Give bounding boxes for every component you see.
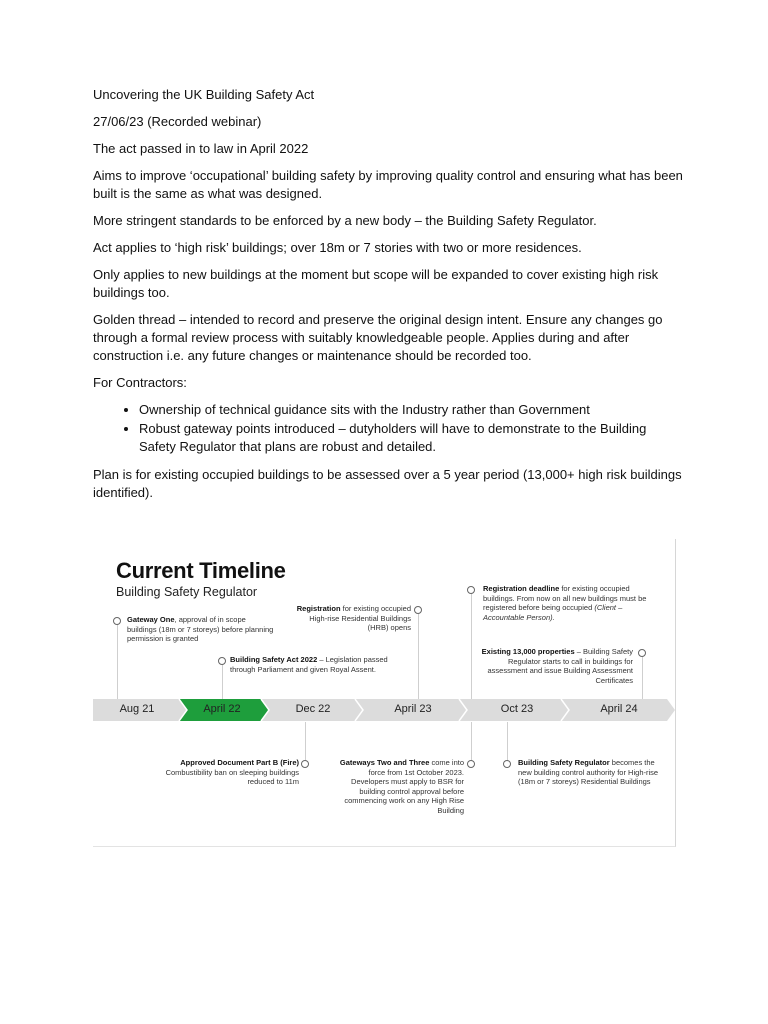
part-b-marker [301, 760, 309, 768]
event-registration: Registration for existing occupied High-rise Residential Buildings (HRB) opens [296, 604, 411, 633]
connector-line [642, 656, 643, 702]
list-item: • Ownership of technical guidance sits with the Industry rather than Government [139, 401, 683, 419]
document-body [93, 86, 683, 511]
event-existing-properties: Existing 13,000 properties – Building Safety Regulator starts to call in buildings for assessment and issue Building Assessment Certificates [481, 647, 633, 685]
paragraph-scope: Only applies to new buildings at the moment but scope will be expanded to cover existing high risk buildings too. [93, 267, 659, 300]
connector-line [222, 664, 223, 702]
event-approved-document-part-b: Approved Document Part B (Fire) Combustibility ban on sleeping buildings reduced to 11m [165, 758, 299, 787]
paragraph-law: The act passed in to law in April 2022 [93, 141, 309, 156]
connector-line [471, 722, 472, 764]
paragraph-standards: More stringent standards to be enforced by a new body – the Building Safety Regulator. [93, 213, 597, 228]
list-item: • Robust gateway points introduced – dutyholders will have to demonstrate to the Building Safety Regulator that plans are robust and detailed. [139, 420, 683, 456]
period-label-april-23: April 23 [394, 703, 432, 715]
timeline-subtitle: Building Safety Regulator [116, 585, 258, 599]
event-registration-deadline: Registration deadline for existing occupied buildings. From now on all new buildings must be registered before being occupied (Client – Accountable Person). [483, 584, 647, 622]
paragraph-plan: Plan is for existing occupied buildings to be assessed over a 5 year period (13,000+ high risk buildings identified). [93, 467, 682, 500]
contractors-list [93, 401, 683, 456]
paragraph-golden-thread: Golden thread – intended to record and preserve the original design intent. Ensure any changes go through a formal review process with suitably knowledgeable people. Applies during and after construction i.e. any future changes or maintenance should be recorded too. [93, 312, 663, 363]
contractors-heading: For Contractors: [93, 375, 187, 390]
paragraph-high-risk: Act applies to ‘high risk’ buildings; over 18m or 7 stories with two or more residences. [93, 240, 582, 255]
connector-line [305, 722, 306, 764]
event-bsr-authority: Building Safety Regulator becomes the new building control authority for High-rise (18m or 7 storeys) Residential Buildings [518, 758, 659, 787]
doc-title: Uncovering the UK Building Safety Act [93, 87, 315, 102]
timeline-figure [93, 539, 676, 847]
period-label-april-22: April 22 [203, 703, 241, 715]
bsa-2022-marker [218, 657, 226, 665]
event-gateways-two-three: Gateways Two and Three come into force from 1st October 2023. Developers must apply to BSR for building control approval before commencing work on any High Rise Building [339, 758, 464, 815]
event-gateway-one: Gateway One, approval of in scope buildings (18m or 7 storeys) before planning permission is granted [127, 615, 274, 644]
period-label-oct-23: Oct 23 [500, 703, 534, 715]
period-label-dec-22: Dec 22 [295, 703, 331, 715]
event-building-safety-act: Building Safety Act 2022 – Legislation passed through Parliament and given Royal Assent. [230, 655, 388, 674]
paragraph-aims: Aims to improve ‘occupational’ building safety by improving quality control and ensuring what has been built is the same as what was designed. [93, 168, 683, 201]
gateways-two-three-marker [467, 760, 475, 768]
period-label-april-24: April 24 [600, 703, 638, 715]
connector-line [471, 593, 472, 702]
connector-line [117, 622, 118, 702]
gateway-one-marker [113, 617, 121, 625]
timeline-title: Current Timeline [116, 558, 286, 583]
doc-date: 27/06/23 (Recorded webinar) [93, 114, 262, 129]
registration-deadline-marker [467, 586, 475, 594]
registration-marker [414, 606, 422, 614]
existing-properties-marker [638, 649, 646, 657]
connector-line [418, 614, 419, 702]
bsr-authority-marker [503, 760, 511, 768]
connector-line [507, 722, 508, 764]
period-label-aug-21: Aug 21 [119, 703, 155, 715]
